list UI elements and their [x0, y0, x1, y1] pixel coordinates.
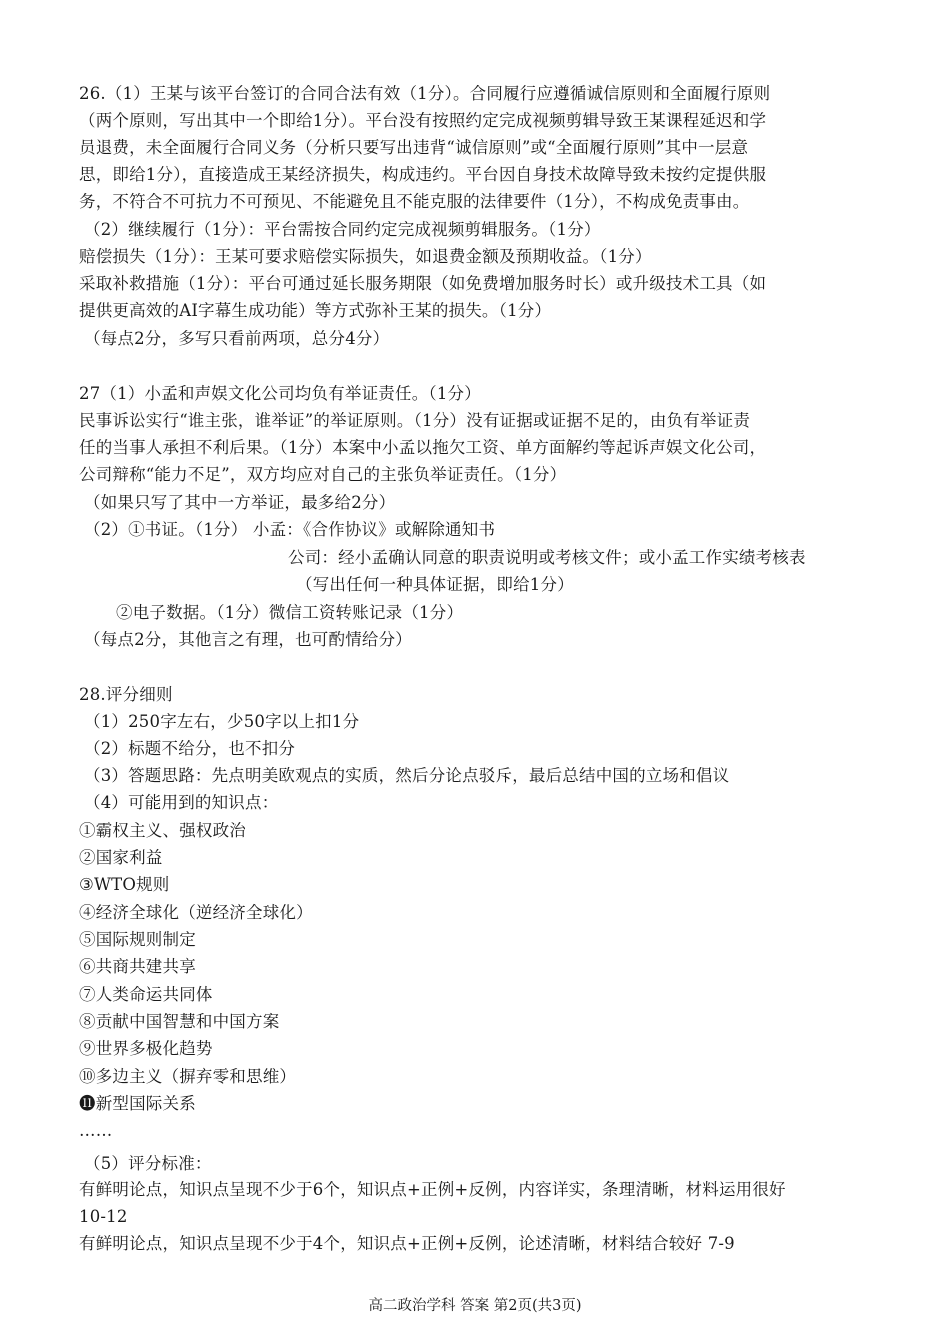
- knowledge-point: ⑩多边主义（摒弃零和思维）: [79, 1067, 297, 1086]
- q28-rule-2: （2）标题不给分，也不扣分: [84, 739, 296, 758]
- q26-line-8: 采取补救措施（1分）：平台可通过延长服务期限（如免费增加服务时长）或升级技术工具（如: [79, 274, 767, 293]
- q26-line-9: 提供更高效的AI字幕生成功能）等方式弥补王某的损失。（1分）: [79, 301, 552, 320]
- knowledge-point: ⑦人类命运共同体: [79, 985, 213, 1004]
- q28-rule-3: （3）答题思路：先点明美欧观点的实质，然后分论点驳斥，最后总结中国的立场和倡议: [84, 766, 730, 785]
- q27-line-5: （如果只写了其中一方举证，最多给2分）: [84, 493, 396, 512]
- criteria-score-1: 10-12: [79, 1207, 128, 1226]
- q27-line-3: 任的当事人承担不利后果。（1分）本案中小孟以拖欠工资、单方面解约等起诉声娱文化公司，: [79, 438, 767, 457]
- criteria-line-1: 有鲜明论点，知识点呈现不少于6个，知识点+正例+反例，内容详实，条理清晰，材料运用很好: [79, 1180, 786, 1199]
- q26-line-1: 26.（1）王某与该平台签订的合同合法有效（1分）。合同履行应遵循诚信原则和全面履行原则: [79, 84, 771, 103]
- page-footer: 高二政治学科 答案 第2页(共3页): [368, 1298, 582, 1314]
- knowledge-point: ②国家利益: [79, 848, 163, 867]
- q27-line-6: （2）①书证。（1分） 小孟：《合作协议》或解除通知书: [84, 520, 496, 539]
- q26-line-10: （每点2分，多写只看前两项，总分4分）: [84, 329, 390, 348]
- q26-line-2: （两个原则，写出其中一个即给1分）。平台没有按照约定完成视频剪辑导致王某课程延迟和学: [79, 111, 767, 130]
- q26-line-5: 务，不符合不可抗力不可预见、不能避免且不能克服的法律要件（1分），不构成免责事由。: [79, 192, 750, 211]
- q28-rule-1: （1）250字左右，少50字以上扣1分: [84, 712, 360, 731]
- knowledge-point: ⑨世界多极化趋势: [79, 1039, 213, 1058]
- q26-line-6: （2）继续履行（1分）：平台需按合同约定完成视频剪辑服务。（1分）: [84, 220, 601, 239]
- knowledge-point: ①霸权主义、强权政治: [79, 821, 246, 840]
- q27-line-4: 公司辩称“能力不足”，双方均应对自己的主张负举证责任。（1分）: [79, 465, 567, 484]
- knowledge-point: ⑥共商共建共享: [79, 957, 196, 976]
- q26-line-3: 员退费，未全面履行合同义务（分析只要写出违背“诚信原则”或“全面履行原则”其中一层意: [79, 138, 749, 157]
- knowledge-point: ⑤国际规则制定: [79, 930, 196, 949]
- knowledge-point: ⑧贡献中国智慧和中国方案: [79, 1012, 280, 1031]
- criteria-line-2: 有鲜明论点，知识点呈现不少于4个，知识点+正例+反例，论述清晰，材料结合较好 7-9: [79, 1234, 735, 1253]
- q28-title: 28.评分细则: [79, 685, 173, 704]
- q27-line-9: ②电子数据。（1分）微信工资转账记录（1分）: [116, 603, 464, 622]
- ellipsis: ……: [79, 1121, 113, 1140]
- knowledge-point: ④经济全球化（逆经济全球化）: [79, 903, 313, 922]
- q27-line-10: （每点2分，其他言之有理，也可酌情给分）: [84, 630, 412, 649]
- q27-line-2: 民事诉讼实行“谁主张，谁举证”的举证原则。（1分）没有证据或证据不足的，由负有举证责: [79, 411, 751, 430]
- q27-line-8: （写出任何一种具体证据，即给1分）: [296, 575, 574, 594]
- q26-line-4: 思，即给1分），直接造成王某经济损失，构成违约。平台因自身技术故障导致未按约定提供服: [79, 165, 767, 184]
- q27-line-7: 公司：经小孟确认同意的职责说明或考核文件；或小孟工作实绩考核表: [288, 548, 806, 567]
- q28-rule-4: （4）可能用到的知识点：: [84, 793, 279, 812]
- knowledge-point: ⓫新型国际关系: [79, 1094, 196, 1113]
- q27-line-1: 27（1）小孟和声娱文化公司均负有举证责任。（1分）: [79, 384, 481, 403]
- q26-line-7: 赔偿损失（1分）：王某可要求赔偿实际损失，如退费金额及预期收益。（1分）: [79, 247, 652, 266]
- q28-rule-5: （5）评分标准：: [84, 1154, 212, 1173]
- knowledge-point: ③WTO规则: [79, 875, 170, 894]
